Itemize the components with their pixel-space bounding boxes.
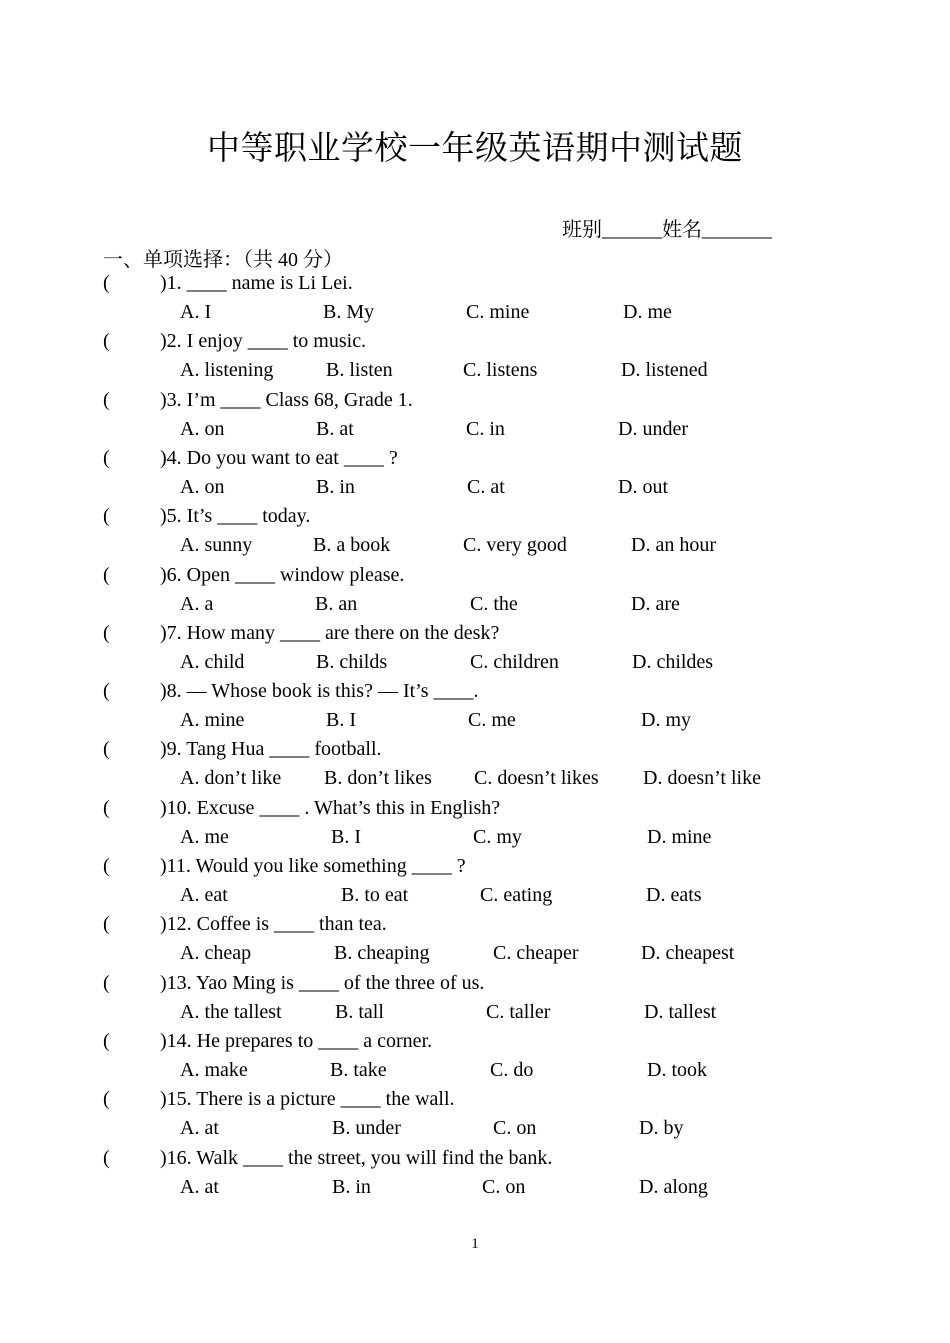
answer-blank[interactable]: ( xyxy=(103,505,110,528)
option-d: D. mine xyxy=(647,825,712,848)
page-title: 中等职业学校一年级英语期中测试题 xyxy=(207,131,743,167)
question-stem: )4. Do you want to eat ____ ? xyxy=(160,446,398,469)
option-row xyxy=(103,651,863,680)
question-item xyxy=(103,1029,863,1081)
option-c: C. cheaper xyxy=(493,942,579,965)
option-d: D. cheapest xyxy=(641,942,735,965)
option-row xyxy=(103,1176,863,1205)
answer-blank[interactable]: ( xyxy=(103,738,110,761)
option-row xyxy=(103,1117,863,1146)
option-row xyxy=(103,476,863,505)
question-stem: )5. It’s ____ today. xyxy=(160,505,311,528)
question-item xyxy=(103,913,863,965)
question-stem: )1. ____ name is Li Lei. xyxy=(160,272,353,294)
answer-blank[interactable]: ( xyxy=(103,796,110,819)
option-b: B. My xyxy=(323,301,375,323)
option-c: C. on xyxy=(493,1117,537,1140)
option-d: D. an hour xyxy=(631,534,716,557)
option-row xyxy=(103,1001,863,1030)
option-a: A. at xyxy=(180,1117,219,1140)
option-row xyxy=(103,418,863,447)
option-b: B. an xyxy=(315,592,358,615)
option-a: A. child xyxy=(180,650,245,673)
question-stem: )9. Tang Hua ____ football. xyxy=(160,738,382,761)
option-row xyxy=(103,301,863,330)
option-c: C. listens xyxy=(463,359,538,382)
option-c: C. the xyxy=(470,592,518,615)
option-row xyxy=(103,826,863,855)
question-stem: )3. I’m ____ Class 68, Grade 1. xyxy=(160,388,413,411)
option-row xyxy=(103,534,863,563)
option-a: A. a xyxy=(180,592,214,615)
option-d: D. me xyxy=(623,301,672,323)
question-item xyxy=(103,855,863,906)
option-b: B. at xyxy=(316,417,354,440)
question-stem: )14. He prepares to ____ a corner. xyxy=(160,1029,433,1052)
question-stem: )13. Yao Ming is ____ of the three of us. xyxy=(160,971,485,994)
option-row xyxy=(103,767,863,796)
option-b: B. in xyxy=(316,475,355,498)
question-stem: )16. Walk ____ the street, you will find the bank. xyxy=(160,1146,553,1169)
option-b: B. childs xyxy=(316,650,388,673)
answer-blank[interactable]: ( xyxy=(103,1029,110,1052)
option-a: A. me xyxy=(180,825,229,848)
answer-blank[interactable]: ( xyxy=(103,1146,110,1169)
answer-blank[interactable]: ( xyxy=(103,1088,110,1111)
answer-blank[interactable]: ( xyxy=(103,680,110,703)
option-d: D. out xyxy=(618,475,668,498)
option-d: D. are xyxy=(631,592,680,615)
question-item xyxy=(103,1146,863,1198)
option-a: A. cheap xyxy=(180,942,252,965)
page-number: 1 xyxy=(471,1236,479,1252)
option-b: B. to eat xyxy=(341,884,409,906)
option-c: C. taller xyxy=(486,1000,551,1023)
option-d: D. listened xyxy=(621,359,708,382)
option-d: D. under xyxy=(618,417,688,440)
option-d: D. childes xyxy=(632,650,714,673)
question-item xyxy=(103,388,863,440)
option-b: B. cheaping xyxy=(334,942,430,965)
question-item xyxy=(103,505,863,557)
option-a: A. at xyxy=(180,1175,219,1198)
option-c: C. mine xyxy=(466,301,530,323)
option-d: D. took xyxy=(647,1058,707,1081)
option-row xyxy=(103,942,863,971)
question-item xyxy=(103,1088,863,1140)
answer-blank[interactable]: ( xyxy=(103,563,110,586)
option-row xyxy=(103,709,863,738)
option-a: A. mine xyxy=(180,709,245,732)
option-c: C. doesn’t likes xyxy=(474,767,599,790)
option-d: D. tallest xyxy=(644,1000,717,1023)
option-b: B. tall xyxy=(335,1000,384,1023)
option-d: D. by xyxy=(639,1117,684,1140)
question-stem: )10. Excuse ____ . What’s this in English? xyxy=(160,796,501,819)
answer-blank[interactable]: ( xyxy=(103,446,110,469)
option-b: B. a book xyxy=(313,534,391,557)
option-d: D. doesn’t like xyxy=(643,767,761,790)
option-a: A. make xyxy=(180,1058,248,1081)
option-c: C. on xyxy=(482,1175,526,1198)
option-a: A. on xyxy=(180,417,225,440)
question-stem: )8. — Whose book is this? — It’s ____. xyxy=(160,680,479,703)
question-item xyxy=(103,738,863,790)
question-item xyxy=(103,680,863,732)
option-c: C. at xyxy=(467,475,505,498)
option-b: B. listen xyxy=(326,359,393,382)
option-c: C. very good xyxy=(463,534,567,557)
option-a: A. listening xyxy=(180,359,274,382)
question-stem: )12. Coffee is ____ than tea. xyxy=(160,913,387,936)
option-a: A. sunny xyxy=(180,534,253,557)
option-b: B. I xyxy=(326,709,356,732)
option-c: C. in xyxy=(466,417,505,440)
option-b: B. don’t likes xyxy=(324,767,432,790)
option-row xyxy=(103,593,863,622)
option-d: D. eats xyxy=(646,884,702,906)
question-item xyxy=(103,446,863,498)
question-stem: )6. Open ____ window please. xyxy=(160,563,405,586)
option-c: C. my xyxy=(473,825,522,848)
question-item xyxy=(103,330,863,382)
option-b: B. under xyxy=(332,1117,401,1140)
option-c: C. do xyxy=(490,1058,534,1081)
answer-blank[interactable]: ( xyxy=(103,971,110,994)
option-c: C. children xyxy=(470,650,559,673)
answer-blank[interactable]: ( xyxy=(103,621,110,644)
option-d: D. my xyxy=(641,709,691,732)
answer-blank[interactable]: ( xyxy=(103,913,110,936)
option-d: D. along xyxy=(639,1175,708,1198)
option-a: A. don’t like xyxy=(180,767,282,790)
answer-blank[interactable]: ( xyxy=(103,855,110,877)
option-b: B. take xyxy=(330,1058,387,1081)
option-a: A. on xyxy=(180,475,225,498)
question-item xyxy=(103,796,863,848)
answer-blank[interactable]: ( xyxy=(103,388,110,411)
option-row xyxy=(103,884,863,913)
answer-blank[interactable]: ( xyxy=(103,272,110,294)
option-row xyxy=(103,359,863,388)
question-stem: )7. How many ____ are there on the desk? xyxy=(160,621,500,644)
option-c: C. eating xyxy=(480,884,553,906)
class-name-field: 班别______姓名_______ xyxy=(562,219,772,241)
option-a: A. the tallest xyxy=(180,1000,282,1023)
option-b: B. in xyxy=(332,1175,371,1198)
question-item xyxy=(103,272,863,323)
question-stem: )11. Would you like something ____ ? xyxy=(160,855,466,877)
section-heading: 一、单项选择：（共 40 分） xyxy=(103,249,343,271)
answer-blank[interactable]: ( xyxy=(103,330,110,353)
option-a: A. eat xyxy=(180,884,228,906)
question-stem: )2. I enjoy ____ to music. xyxy=(160,330,367,353)
option-c: C. me xyxy=(468,709,516,732)
question-item xyxy=(103,971,863,1023)
question-item xyxy=(103,563,863,615)
question-stem: )15. There is a picture ____ the wall. xyxy=(160,1088,455,1111)
option-a: A. I xyxy=(180,301,212,323)
question-item xyxy=(103,621,863,673)
option-b: B. I xyxy=(331,825,361,848)
option-row xyxy=(103,1059,863,1088)
